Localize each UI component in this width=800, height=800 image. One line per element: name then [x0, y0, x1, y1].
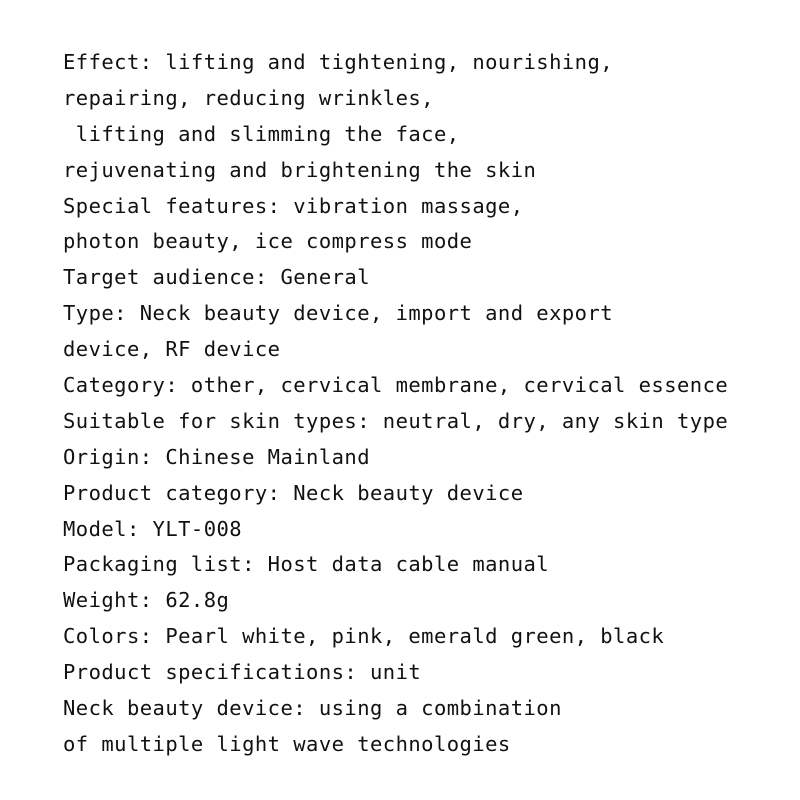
spec-line-product-category: Product category: Neck beauty device: [63, 480, 524, 505]
spec-line-description-cont: of multiple light wave technologies: [63, 731, 511, 756]
spec-line-weight: Weight: 62.8g: [63, 588, 230, 613]
spec-line-effect-cont-3: rejuvenating and brightening the skin: [63, 157, 537, 182]
spec-line-skin-types: Suitable for skin types: neutral, dry, any skin type: [63, 408, 729, 433]
spec-line-category: Category: other, cervical membrane, cervical essence: [63, 373, 729, 398]
spec-line-origin: Origin: Chinese Mainland: [63, 444, 371, 469]
spec-line-type-cont: device, RF device: [63, 337, 281, 362]
spec-line-specifications: Product specifications: unit: [63, 660, 422, 685]
spec-line-packaging-list: Packaging list: Host data cable manual: [63, 552, 550, 577]
spec-line-special-features: Special features: vibration massage,: [63, 193, 524, 218]
spec-line-effect: Effect: lifting and tightening, nourishing,: [63, 50, 614, 74]
spec-line-special-features-cont: photon beauty, ice compress mode: [63, 229, 473, 254]
spec-line-description: Neck beauty device: using a combination: [63, 696, 562, 721]
spec-line-colors: Colors: Pearl white, pink, emerald green, black: [63, 624, 665, 649]
spec-line-effect-cont-1: repairing, reducing wrinkles,: [63, 85, 434, 110]
spec-line-model: Model: YLT-008: [63, 516, 243, 541]
spec-line-effect-cont-2: lifting and slimming the face,: [63, 121, 460, 146]
spec-line-type: Type: Neck beauty device, import and export: [63, 301, 614, 326]
spec-line-target-audience: Target audience: General: [63, 265, 371, 290]
product-spec-text: [63, 45, 783, 763]
